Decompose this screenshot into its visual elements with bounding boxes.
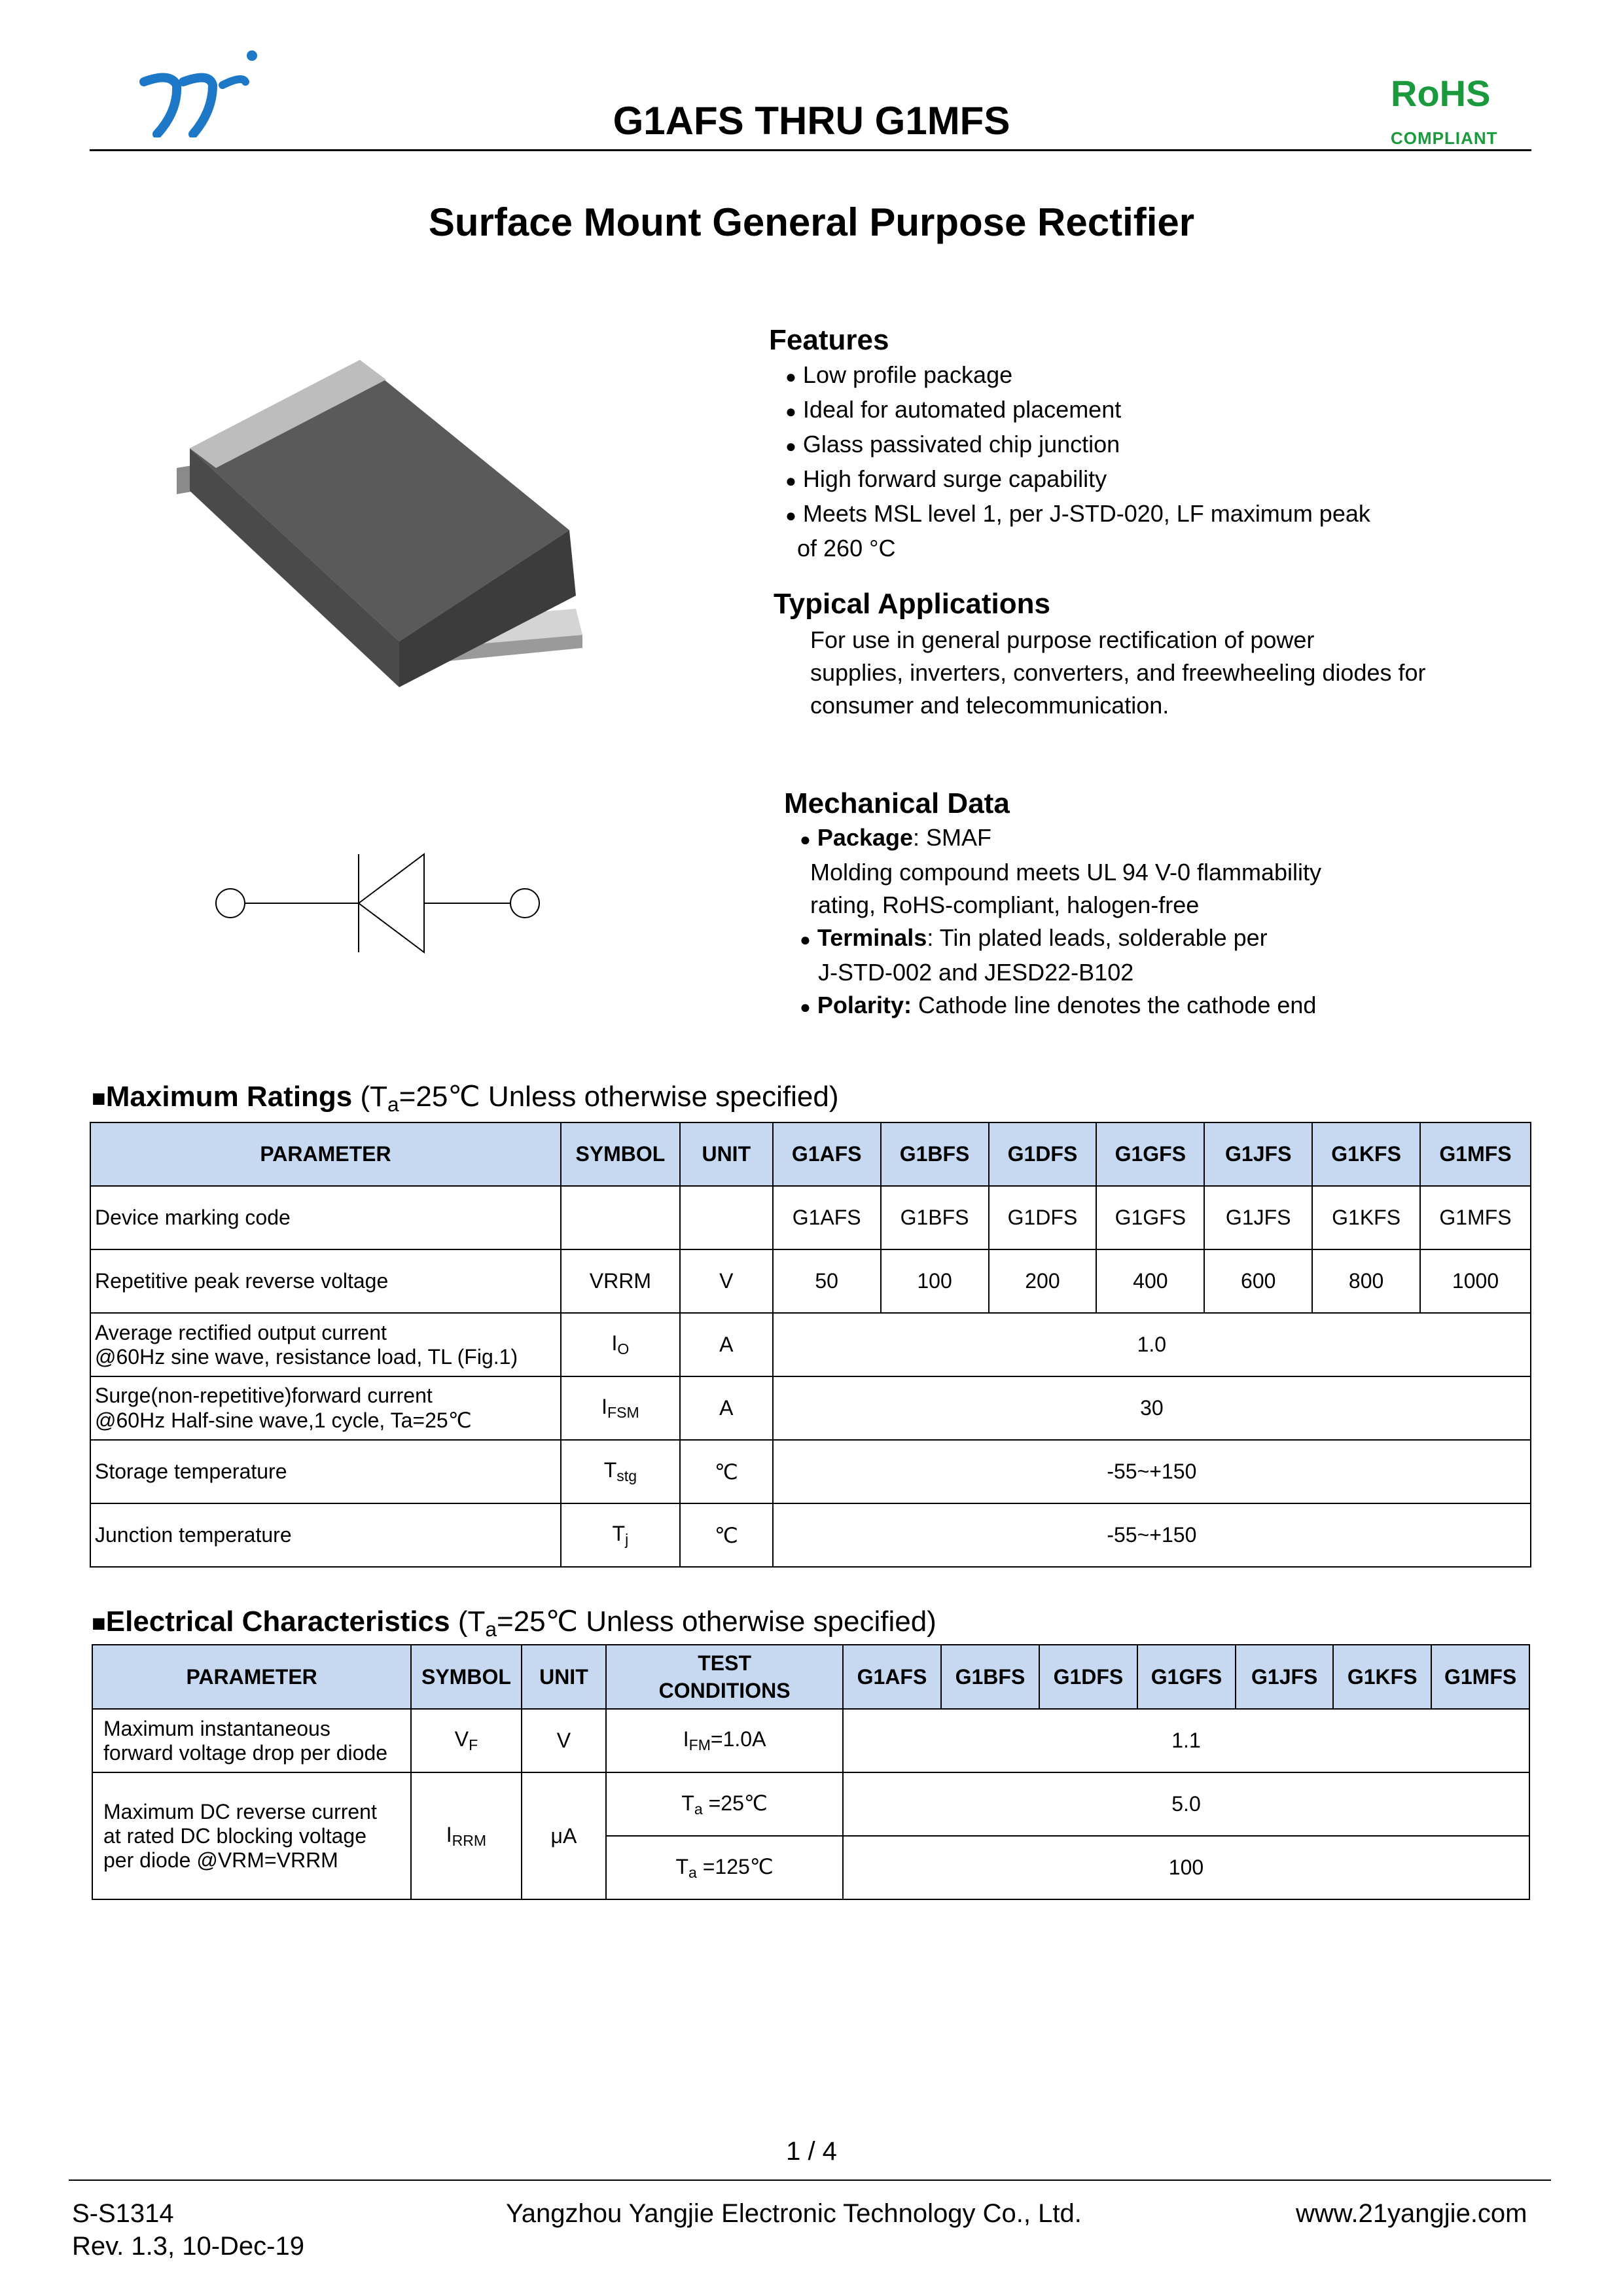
list-item: ● Glass passivated chip junction (785, 431, 1120, 457)
page-title: G1AFS THRU G1MFS (613, 99, 1010, 143)
table-row: Maximum instantaneous forward voltage drop per diode $V_F$ V $I_{FM}=1.0A$ 1.1 (92, 1709, 1529, 1772)
revision: Rev. 1.3, 10-Dec-19 (72, 2232, 304, 2261)
mechanical-heading: Mechanical Data (784, 787, 1010, 819)
list-item: ● Package: SMAF (800, 824, 992, 851)
max-ratings-table (90, 1122, 1531, 1568)
table-row: Repetitive peak reverse voltage VRRM V 50 100 200 400 600 800 1000 (90, 1249, 1531, 1313)
table-row: Average rectified output current @60Hz sine wave, resistance load, TL (Fig.1) $I_O$ A 1.0 (90, 1313, 1531, 1376)
list-item: ● Polarity: Cathode line denotes the cathode end (800, 992, 1317, 1018)
table-header-row: PARAMETER SYMBOL UNIT G1AFS G1BFS G1DFS G1GFS G1JFS G1KFS G1MFS (90, 1122, 1531, 1186)
table-header-row: PARAMETER SYMBOL UNIT TEST CONDITIONS G1AFS G1BFS G1DFS G1GFS G1JFS G1KFS G1MFS (92, 1645, 1529, 1709)
header-rule (90, 149, 1531, 151)
list-item: ● High forward surge capability (785, 465, 1107, 492)
applications-text: For use in general purpose rectification of power supplies, inverters, converters, and freewheeling diodes for consumer and telecommunication. (810, 626, 1426, 719)
features-list (785, 359, 1370, 565)
table-row: Maximum DC reverse current at rated DC blocking voltage per diode @VRM=VRRM $I_{RRM}$ μA $T_a$ =25℃ 5.0 (92, 1772, 1529, 1836)
table-row: Device marking code G1AFS G1BFS G1DFS G1GFS G1JFS G1KFS G1MFS (90, 1186, 1531, 1249)
rohs-compliant: COMPLIANT (1391, 128, 1498, 148)
page-number: 1 / 4 (786, 2137, 837, 2166)
table-row: Surge(non-repetitive)forward current @60Hz Half-sine wave,1 cycle, Ta=25℃ $I_{FSM}$ A 30 (90, 1376, 1531, 1440)
page-subtitle: Surface Mount General Purpose Rectifier (428, 200, 1195, 244)
table-row: $T_a$ =125℃ 100 (92, 1836, 1529, 1899)
features-heading: Features (769, 324, 889, 356)
website-link[interactable]: www.21yangjie.com (1296, 2199, 1527, 2228)
elec-table (92, 1644, 1530, 1900)
applications-heading: Typical Applications (774, 588, 1050, 620)
package-image (170, 360, 596, 700)
elec-title: ■Electrical Characteristics ($T_a=25℃$ Unless otherwise specified) (92, 1605, 936, 1641)
rohs-badge: RoHS (1391, 73, 1491, 114)
list-item: ● Ideal for automated placement (785, 396, 1122, 423)
mechanical-list: ● Package: SMAF Molding compound meets UL 94 V-0 flammability rating, RoHS-compliant, halogen-free ● Terminals: Tin plated leads, solderable per J-STD-002 and JESD22-B102 ● Polarity: Cathode line denotes the cathode end (800, 821, 1321, 1024)
max-ratings-title: ■Maximum Ratings ($T_a=25℃$ Unless otherwise specified) (92, 1081, 839, 1116)
company-name: Yangzhou Yangjie Electronic Technology Co., Ltd. (506, 2199, 1082, 2228)
list-item: ● Terminals: Tin plated leads, solderable per (800, 924, 1268, 951)
table-row: Storage temperature $T_{stg}$ ℃ -55~+150 (90, 1440, 1531, 1503)
footer-rule (69, 2179, 1551, 2181)
doc-id: S-S1314 (72, 2199, 174, 2228)
table-row: Junction temperature $T_j$ ℃ -55~+150 (90, 1503, 1531, 1567)
list-item: ● Meets MSL level 1, per J-STD-020, LF maximum peak (785, 500, 1370, 527)
list-item: ● Low profile package (785, 361, 1013, 388)
list-item-continuation: of 260 °C (797, 535, 896, 562)
diode-symbol (209, 851, 550, 956)
